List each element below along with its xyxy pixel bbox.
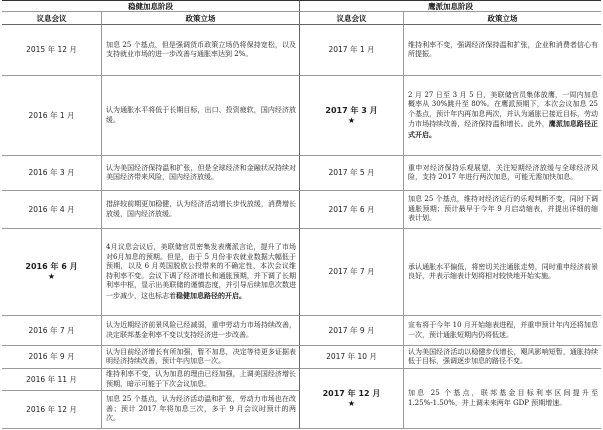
- meeting-date: 2016 年 11 月: [26, 374, 77, 384]
- meeting-date-cell: [2, 156, 102, 191]
- policy-stance: 措辞较前期更加稳健，认为经济活动增长步伐放缓，消费增长放缓，国内经济放缓。: [106, 200, 296, 218]
- policy-stance-text: [106, 348, 296, 367]
- star-icon: ★: [47, 272, 56, 281]
- policy-stance-text: [106, 243, 296, 301]
- policy-stance-text: [408, 195, 598, 224]
- policy-stance: 重申对经济保持乐观展望，关注短期经济放缓与全球经济风险，支持 2017 年进行两次加息，可能无需加快加息。: [408, 163, 598, 181]
- policy-stance: 加息 25 个基点，认为经济活动温和扩张，劳动力市场也在改善；预计 2017 年将加息三次，多于 9 月会议时预计的两次。: [106, 395, 296, 423]
- meeting-date: 2017 年 1 月: [328, 45, 375, 54]
- policy-stance-cell: [102, 229, 300, 316]
- policy-stance-text: [106, 200, 296, 219]
- meeting-date: 2016 年 12 月: [26, 404, 77, 414]
- meeting-date: 2016 年 6 月: [25, 262, 78, 271]
- meeting-date-cell: [2, 316, 102, 346]
- meeting-date: 2016 年 9 月: [28, 352, 75, 361]
- meeting-date: 2016 年 7 月: [28, 325, 75, 335]
- meeting-date-cell: [300, 191, 404, 229]
- policy-stance-cell: [404, 346, 601, 369]
- policy-stance: 认为近期经济前景风险已经减弱，重申劳动力市场持续改善，决定联邦基金利率不变以支持经济进一步改善。: [106, 321, 296, 339]
- meeting-date-cell: [300, 229, 404, 316]
- meeting-date: 2016 年 4 月: [28, 204, 75, 214]
- column-header-label: 议息会议: [36, 13, 67, 23]
- policy-stance-cell: [102, 76, 300, 156]
- meeting-date: 2017 年 12 月: [322, 388, 381, 398]
- policy-stance-cell: [404, 76, 601, 156]
- policy-stance-cell: [404, 156, 601, 191]
- meeting-date-cell: [2, 346, 102, 369]
- policy-stance: 加息 25 个基点，但是强调货币政策立场仍将保持宽松，以及支持就业市场的进一步改善与通胀率达到 2%。: [106, 40, 296, 58]
- policy-stance-text: [408, 321, 598, 340]
- meeting-date: 2017 年 3 月: [325, 105, 378, 115]
- section-title-hawkish: 鹰派加息阶段: [428, 1, 473, 11]
- star-icon: ★: [347, 398, 356, 408]
- column-header-meeting: [300, 12, 404, 25]
- policy-stance-highlight: 稳健加息路径的开启。: [176, 290, 246, 300]
- policy-stance-highlight: 鹰派加息路径正式开启。: [408, 119, 599, 139]
- star-icon: ★: [347, 115, 356, 125]
- column-header-label: 政策立场: [185, 13, 216, 23]
- meeting-date-cell-key: [300, 369, 404, 429]
- meeting-date-cell-key: [2, 229, 102, 316]
- column-header-meeting: [2, 12, 102, 25]
- section-header-steady: [2, 1, 300, 12]
- policy-stance: 4月议息会议后，美联储官员密集发表鹰派言论，提升了市场对6月加息的预期。但是，由于 5 月份非农就业数据大幅低于预期，以及 6 月英国脱欧公投带来的不确定性，本次会议维持利率不变。会议下调了经济增长和通胀预期，并下调了长期利率中枢，显示出美联储的谨慎态度，并引导后续加息次数进一步减少，这也标志着: [106, 243, 296, 300]
- meeting-date: 2017 年 6 月: [328, 204, 375, 214]
- meeting-date: 2017 年 10 月: [326, 352, 377, 361]
- policy-stance-text: [106, 41, 296, 60]
- meeting-date: 2017 年 9 月: [328, 325, 375, 335]
- meeting-date: 2017 年 7 月: [328, 267, 375, 276]
- section-title-steady: 稳健加息阶段: [128, 1, 173, 11]
- policy-stance-text: [408, 263, 598, 282]
- meeting-date: 2016 年 3 月: [28, 168, 75, 177]
- policy-stance-text: [408, 389, 598, 408]
- policy-stance: 维持利率不变，强调经济保持温和扩张，企业和消费者信心有所提振。: [408, 40, 598, 58]
- policy-stance: 加息 25 个基点，联邦基金目标利率区间提升至 1.25%-1.50%，并上调未来两年 GDP 预期增速。: [408, 389, 598, 407]
- meeting-date: 2016 年 1 月: [28, 110, 75, 120]
- policy-stance-text: [106, 106, 296, 125]
- policy-stance-cell: [102, 369, 300, 391]
- policy-stance-text: [106, 370, 296, 389]
- meeting-date-cell-key: [300, 76, 404, 156]
- policy-stance-text: [106, 164, 296, 183]
- policy-stance: 认为美国经济保持温和扩张，但是全球经济和金融状况持续对美国经济带来风险，国内经济放缓。: [106, 163, 296, 181]
- policy-stance: 承认通胀水平偏低，将密切关注通胀走势，同时重申经济前景良好，并表示缩表计划将相对较快地开始实施。: [408, 262, 598, 280]
- column-header-label: 议息会议: [336, 13, 367, 23]
- meeting-date: 2017 年 5 月: [328, 168, 375, 177]
- policy-stance-cell: [404, 316, 601, 346]
- policy-stance: 认为美国经济活动以稳健步伐增长，飓风影响短暂，通胀持续低于目标，强调逐步加息的路径不变。: [408, 347, 598, 365]
- policy-stance: 2 月 27 日至 3 月 5 日，美联储官员集体放鹰，一周内加息概率从 30%跳升至 80%。在鹰派预期下，本次会议加息 25 个基点，预计年内再加息两次，并认为通胀已接近目标，劳动力市场持续改善，经济保持温和增长。此外，: [408, 90, 598, 129]
- fed-meeting-comparison-table: [2, 0, 601, 429]
- policy-stance: 宣布将于今年 10 月开始缩表进程，并重申预计年内还将加息一次，预计通胀短期内仍将低迷。: [408, 321, 598, 339]
- policy-stance: 认为目前经济增长有所加强，暂不加息，决定等待更多证据表明经济持续改善，预计年内加息一次。: [106, 347, 296, 365]
- meeting-date-cell: [300, 316, 404, 346]
- policy-stance-text: [408, 41, 598, 60]
- policy-stance-text: [408, 348, 598, 367]
- policy-stance: 维持利率不变，认为加息的理由已经加强，上调美国经济增长预期，暗示可能于下次会议加息。: [106, 370, 296, 388]
- policy-stance-cell: [404, 191, 601, 229]
- policy-stance-cell: [404, 25, 601, 76]
- policy-stance-text: [106, 321, 296, 340]
- meeting-date: 2015 年 12 月: [26, 45, 77, 54]
- meeting-date-cell: [300, 346, 404, 369]
- policy-stance-text: [408, 91, 598, 141]
- meeting-date-cell: [300, 25, 404, 76]
- policy-stance-cell: [102, 391, 300, 429]
- policy-stance: 认为通胀水平将低于长期目标，出口、投资疲软，国内经济放缓。: [106, 106, 296, 124]
- policy-stance-cell: [102, 316, 300, 346]
- meeting-date-cell: [2, 191, 102, 229]
- policy-stance-cell: [404, 369, 601, 429]
- policy-stance-text: [106, 395, 296, 424]
- column-header-label: 政策立场: [487, 13, 518, 23]
- meeting-date-cell: [2, 76, 102, 156]
- policy-stance-cell: [102, 191, 300, 229]
- meeting-date-cell: [2, 369, 102, 391]
- section-header-hawkish: [300, 1, 601, 12]
- column-header-stance: [404, 12, 601, 25]
- policy-stance-text: [408, 164, 598, 183]
- meeting-date-cell: [300, 156, 404, 191]
- policy-stance: 加息 25 个基点，维持对经济运行的乐观判断不变，同时下调通胀预期；预计最早于今年 9 月启动缩表，并提出详细的缩表计划。: [408, 195, 598, 223]
- meeting-date-cell: [2, 25, 102, 76]
- meeting-date-cell: [2, 391, 102, 429]
- policy-stance-cell: [102, 25, 300, 76]
- column-header-stance: [102, 12, 300, 25]
- policy-stance-cell: [404, 229, 601, 316]
- policy-stance-cell: [102, 156, 300, 191]
- policy-stance-cell: [102, 346, 300, 369]
